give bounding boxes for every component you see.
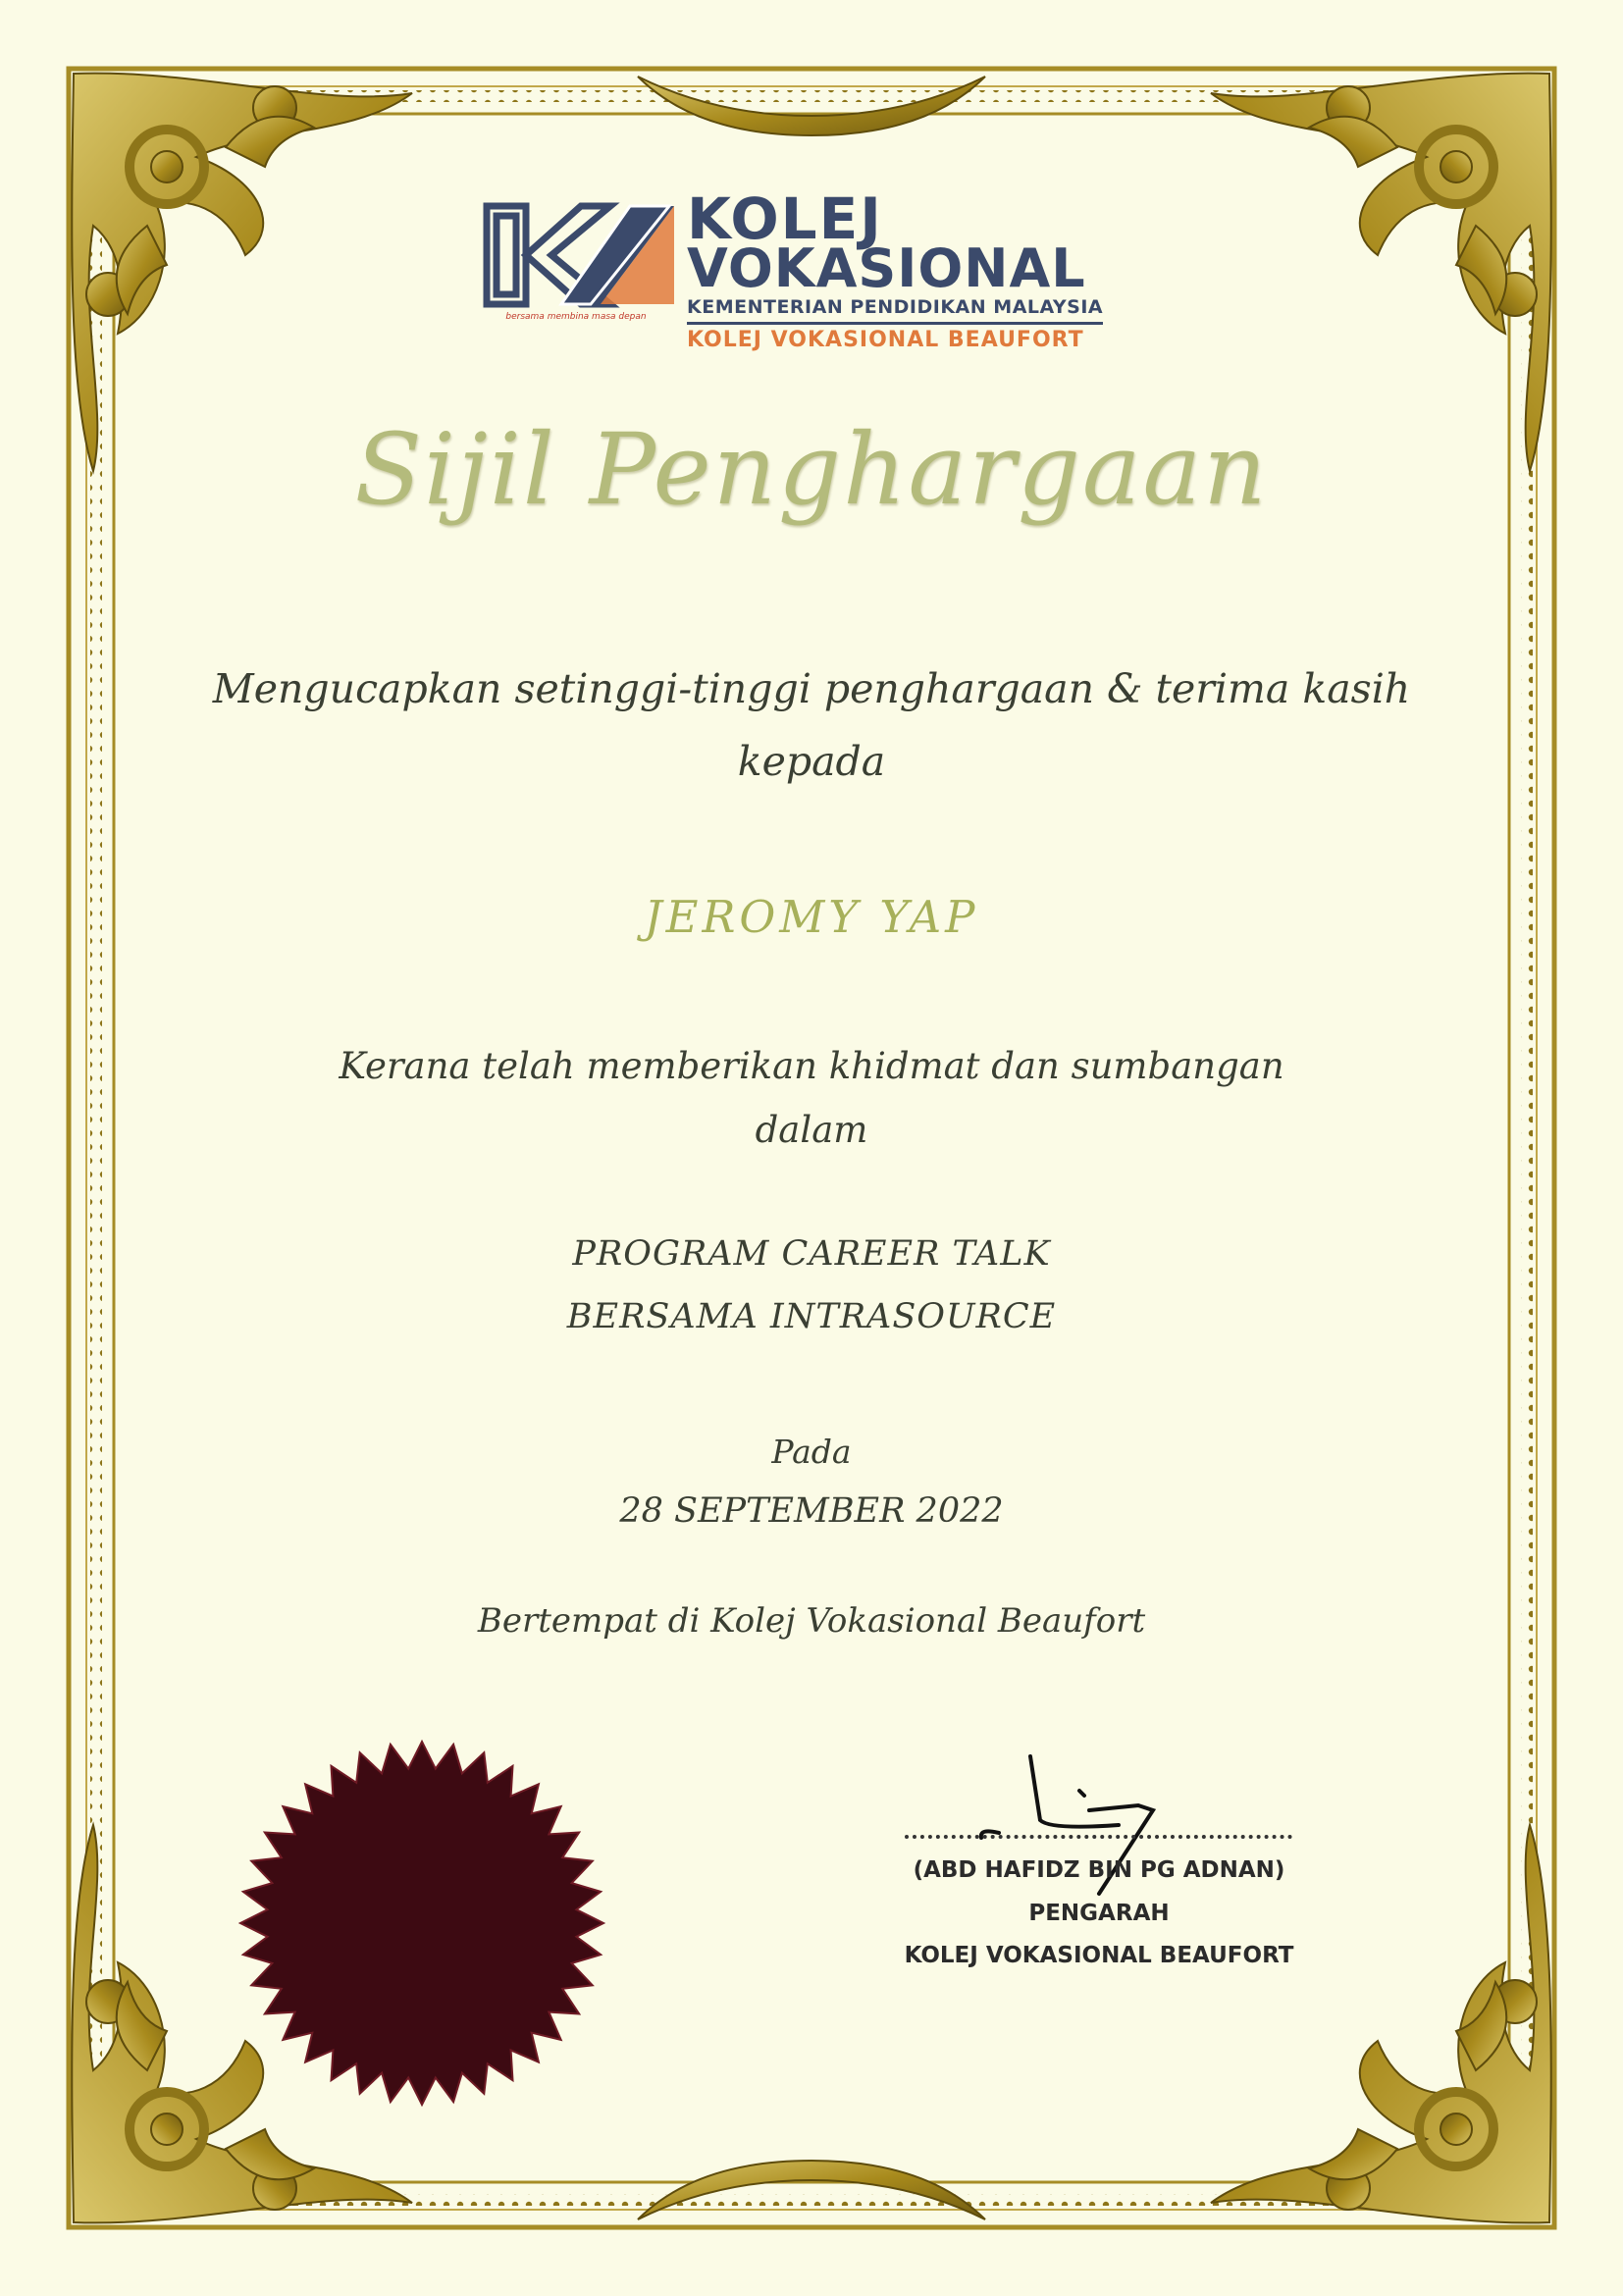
logo-tagline: bersama membina masa depan (505, 312, 647, 322)
recipient-name: JEROMY YAP (644, 891, 979, 943)
signature-line (905, 1835, 1292, 1839)
reason-line-1: Kerana telah memberikan khidmat dan sumbangan (339, 1045, 1284, 1087)
program-line-1: PROGRAM CAREER TALK (572, 1234, 1051, 1274)
intro-line-1: Mengucapkan setinggi-tinggi penghargaan & terima kasih (212, 665, 1411, 712)
intro-line-2: kepada (737, 738, 886, 785)
event-venue: Bertempat di Kolej Vokasional Beaufort (477, 1601, 1146, 1641)
logo-ministry: KEMENTERIAN PENDIDIKAN MALAYSIA (687, 294, 1103, 325)
logo-college-name: KOLEJ VOKASIONAL BEAUFORT (687, 328, 1084, 352)
certificate-title: Sijil Penghargaan (354, 412, 1269, 527)
date-label: Pada (771, 1433, 852, 1471)
signatory-title: PENGARAH (1028, 1901, 1170, 1926)
reason-line-2: dalam (755, 1109, 868, 1151)
logo-kolej: KOLEJ (687, 185, 883, 252)
logo-text-block (687, 185, 1197, 356)
event-date: 28 SEPTEMBER 2022 (619, 1491, 1004, 1531)
program-line-2: BERSAMA INTRASOURCE (566, 1297, 1057, 1336)
wax-seal (236, 1737, 608, 2110)
signatory-organization: KOLEJ VOKASIONAL BEAUFORT (904, 1943, 1294, 1968)
logo-vokasional: VOKASIONAL (687, 237, 1086, 299)
signatory-name: (ABD HAFIDZ BIN PG ADNAN) (913, 1857, 1285, 1883)
